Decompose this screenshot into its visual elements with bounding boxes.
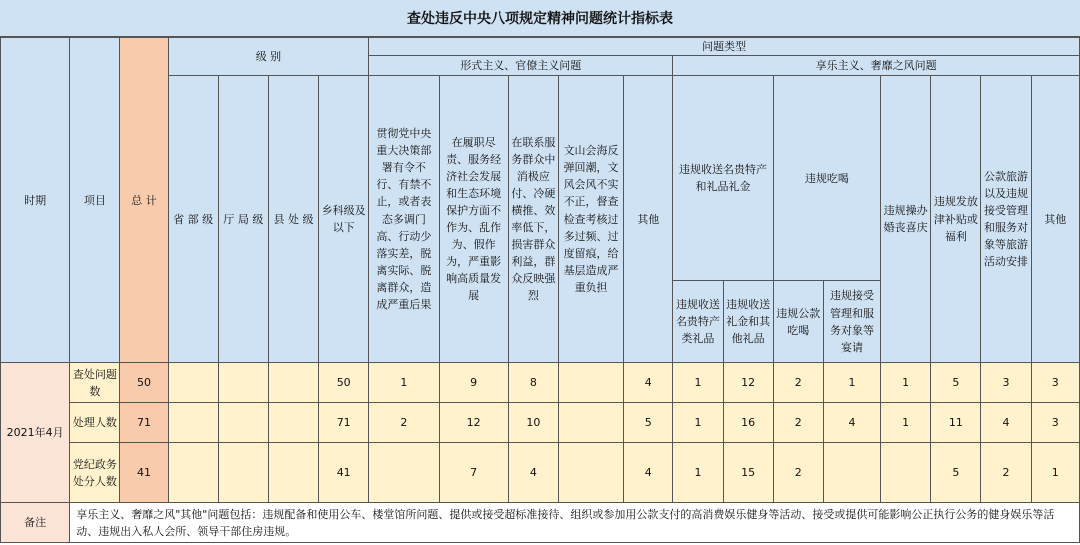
cell-formalism-other: 5 <box>624 403 673 443</box>
cell-gift-money: 15 <box>723 443 773 503</box>
cell-eat-banquet <box>823 443 880 503</box>
cell-eat-banquet: 1 <box>823 363 880 403</box>
cell-formalism-4 <box>558 403 623 443</box>
cell-hedonism-other: 3 <box>1031 403 1079 443</box>
level-township-header: 乡科级及以下 <box>319 76 369 363</box>
cell-formalism-1: 1 <box>369 363 439 403</box>
row-total: 41 <box>120 443 168 503</box>
note-row <box>1 503 1080 543</box>
row-total: 50 <box>120 363 168 403</box>
table-row <box>1 403 1080 443</box>
cell-level-bureau <box>218 363 268 403</box>
gift-col-money: 违规收送礼金和其他礼品 <box>723 281 773 363</box>
cell-hedonism-other: 1 <box>1031 443 1079 503</box>
cell-level-county <box>268 403 318 443</box>
formalism-col-4: 文山会海反弹回潮，文风会风不实不正，督查检查考核过多过频、过度留痕，给基层造成严重负担 <box>558 76 623 363</box>
cell-gift-money: 12 <box>723 363 773 403</box>
note-text: 享乐主义、奢靡之风"其他"问题包括：违规配备和使用公车、楼堂馆所问题、提供或接受超标准接待、组织或参加用公款支付的高消费娱乐健身等活动、接受或提供可能影响公正执行公务的健身娱乐等活动、违规出入私人会所、领导干部住房违规。 <box>70 503 1080 543</box>
cell-level-township: 71 <box>319 403 369 443</box>
period-header: 时期 <box>1 38 70 363</box>
cell-hedonism-wedding: 1 <box>881 363 931 403</box>
cell-gift-money: 16 <box>723 403 773 443</box>
cell-hedonism-other: 3 <box>1031 363 1079 403</box>
cell-formalism-1 <box>369 443 439 503</box>
cell-gift-specialty: 1 <box>673 403 723 443</box>
cell-level-township: 41 <box>319 443 369 503</box>
cell-hedonism-travel: 4 <box>981 403 1031 443</box>
cell-eat-public: 2 <box>773 443 823 503</box>
eat-col-banquet: 违规接受管理和服务对象等宴请 <box>823 281 880 363</box>
cell-hedonism-wedding <box>881 443 931 503</box>
cell-formalism-other: 4 <box>624 443 673 503</box>
formalism-group-header: 形式主义、官僚主义问题 <box>369 56 673 76</box>
level-bureau-header: 厅 局 级 <box>218 76 268 363</box>
table-title: 查处违反中央八项规定精神问题统计指标表 <box>0 0 1080 37</box>
formalism-col-2: 在履职尽责、服务经济社会发展和生态环境保护方面不作为、乱作为、假作为，严重影响高质量发展 <box>439 76 508 363</box>
hedonism-col-travel: 公款旅游以及违规接受管理和服务对象等旅游活动安排 <box>981 76 1031 363</box>
formalism-col-1: 贯彻党中央重大决策部署有令不行、有禁不止，或者表态多调门高、行动少落实差，脱离实际、脱离群众，造成严重后果 <box>369 76 439 363</box>
cell-formalism-1: 2 <box>369 403 439 443</box>
formalism-col-other: 其他 <box>624 76 673 363</box>
item-header: 项目 <box>70 38 120 363</box>
cell-level-province <box>168 443 218 503</box>
cell-level-county <box>268 363 318 403</box>
cell-hedonism-wedding: 1 <box>881 403 931 443</box>
hedonism-group-header: 享乐主义、奢靡之风问题 <box>673 56 1080 76</box>
cell-hedonism-subsidy: 5 <box>931 443 981 503</box>
cell-formalism-3: 8 <box>508 363 558 403</box>
period-cell: 2021年4月 <box>1 363 70 503</box>
total-header: 总 计 <box>120 38 168 363</box>
row-item-label: 处理人数 <box>70 403 120 443</box>
cell-hedonism-subsidy: 5 <box>931 363 981 403</box>
cell-formalism-other: 4 <box>624 363 673 403</box>
formalism-col-3: 在联系服务群众中消极应付、冷硬横推、效率低下，损害群众利益，群众反映强烈 <box>508 76 558 363</box>
row-item-label: 党纪政务处分人数 <box>70 443 120 503</box>
gift-col-specialty: 违规收送名贵特产类礼品 <box>673 281 723 363</box>
cell-gift-specialty: 1 <box>673 443 723 503</box>
level-province-header: 省 部 级 <box>168 76 218 363</box>
cell-hedonism-travel: 2 <box>981 443 1031 503</box>
cell-formalism-2: 7 <box>439 443 508 503</box>
problem-type-header: 问题类型 <box>369 38 1080 56</box>
statistics-table <box>0 37 1080 543</box>
cell-level-province <box>168 363 218 403</box>
hedonism-col-subsidy: 违规发放津补贴或福利 <box>931 76 981 363</box>
note-label: 备注 <box>1 503 70 543</box>
table-row <box>1 363 1080 403</box>
cell-level-bureau <box>218 443 268 503</box>
cell-formalism-4 <box>558 363 623 403</box>
cell-formalism-2: 9 <box>439 363 508 403</box>
cell-formalism-2: 12 <box>439 403 508 443</box>
row-item-label: 查处问题数 <box>70 363 120 403</box>
hedonism-col-wedding: 违规操办婚丧喜庆 <box>881 76 931 363</box>
cell-gift-specialty: 1 <box>673 363 723 403</box>
cell-level-province <box>168 403 218 443</box>
cell-hedonism-travel: 3 <box>981 363 1031 403</box>
eat-col-public: 违规公款吃喝 <box>773 281 823 363</box>
gift-group-header: 违规收送名贵特产和礼品礼金 <box>673 76 773 281</box>
cell-formalism-4 <box>558 443 623 503</box>
cell-eat-public: 2 <box>773 403 823 443</box>
row-total: 71 <box>120 403 168 443</box>
cell-level-county <box>268 443 318 503</box>
level-county-header: 县 处 级 <box>268 76 318 363</box>
hedonism-col-other: 其他 <box>1031 76 1079 363</box>
cell-eat-public: 2 <box>773 363 823 403</box>
eat-group-header: 违规吃喝 <box>773 76 880 281</box>
table-row <box>1 443 1080 503</box>
cell-eat-banquet: 4 <box>823 403 880 443</box>
cell-level-township: 50 <box>319 363 369 403</box>
cell-hedonism-subsidy: 11 <box>931 403 981 443</box>
cell-formalism-3: 4 <box>508 443 558 503</box>
cell-formalism-3: 10 <box>508 403 558 443</box>
cell-level-bureau <box>218 403 268 443</box>
level-group-header: 级 别 <box>168 38 369 76</box>
